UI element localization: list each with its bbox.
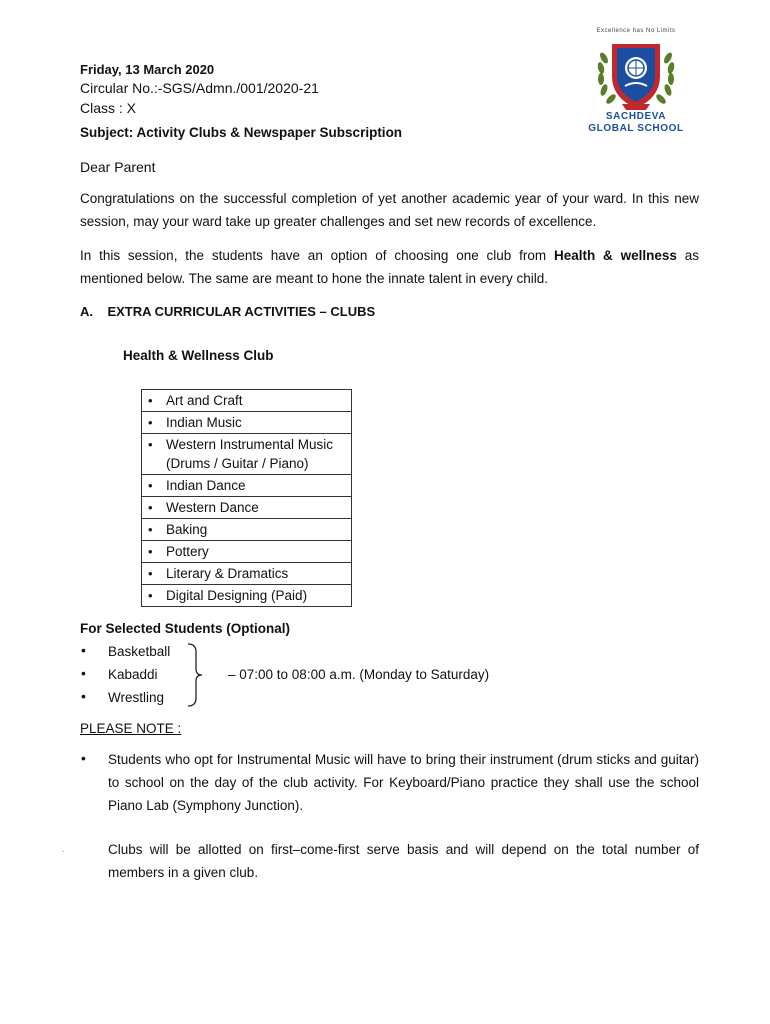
greeting: Dear Parent: [80, 159, 156, 175]
selected-students-heading: For Selected Students (Optional): [80, 621, 291, 636]
logo-name-line2: GLOBAL SCHOOL: [588, 123, 684, 134]
table-row: [142, 563, 352, 585]
sport-wrestling: Wrestling: [108, 690, 165, 705]
faint-mark: .: [62, 845, 65, 854]
sport-basketball: Basketball: [108, 644, 171, 659]
logo-tagline: Excellence has No Limits: [596, 28, 676, 34]
table-row: [142, 585, 352, 607]
please-note-heading: PLEASE NOTE :: [80, 721, 182, 736]
note-club-allotment: Clubs will be allotted on first–come-first serve basis and will depend on the total number of members in a given club.: [108, 842, 699, 880]
club-item: • Digital Designing (Paid): [142, 585, 352, 607]
para2-bold-health: Health & wellness: [553, 248, 677, 263]
club-item: • Western Instrumental Music (Drums / Guitar / Piano): [142, 434, 352, 475]
table-row: [142, 412, 352, 434]
table-row: [142, 519, 352, 541]
club-item: • Pottery: [142, 541, 352, 563]
table-row: [142, 390, 352, 412]
para2-text-start: In this session, the students have an option of choosing one club from: [80, 248, 554, 263]
bullet-icon: •: [81, 642, 86, 658]
club-title: Health & Wellness Club: [123, 348, 274, 363]
circular-number: Circular No.:-SGS/Admn./001/2020-21: [80, 80, 319, 96]
para2-text-end: as mentioned below. The same are meant to hone the innate talent in every child.: [80, 248, 699, 286]
bullet-icon: •: [81, 665, 86, 681]
club-table: [141, 389, 352, 607]
club-item: • Literary & Dramatics: [142, 563, 352, 585]
paragraph-congratulations: Congratulations on the successful completion of yet another academic year of your ward. In this new session, may your ward take up greater challenges and set new records of excellence.: [80, 191, 699, 229]
club-item: • Baking: [142, 519, 352, 541]
bullet-icon: •: [81, 750, 86, 766]
club-item: • Indian Dance: [142, 475, 352, 497]
bullet-icon: •: [81, 688, 86, 704]
note-instrumental-music: Students who opt for Instrumental Music will have to bring their instrument (drum sticks and guitar) to school on the day of the club activity. For Keyboard/Piano practice they shall use the school Piano Lab (Symphony Junction).: [108, 752, 699, 813]
club-item: • Indian Music: [142, 412, 352, 434]
paragraph-club-option: [80, 244, 699, 290]
right-brace-icon: [186, 642, 206, 708]
table-row: [142, 434, 352, 475]
circular-date: Friday, 13 March 2020: [80, 62, 215, 77]
logo-school-name: [574, 111, 698, 135]
class-label: Class : X: [80, 100, 137, 116]
club-item: • Art and Craft: [142, 390, 352, 412]
school-logo: [574, 28, 698, 136]
table-row: [142, 497, 352, 519]
club-item: • Western Dance: [142, 497, 352, 519]
sports-timing: – 07:00 to 08:00 a.m. (Monday to Saturday): [228, 667, 490, 682]
sport-kabaddi: Kabaddi: [108, 667, 158, 682]
section-a-heading: A. EXTRA CURRICULAR ACTIVITIES – CLUBS: [80, 304, 376, 319]
table-row: [142, 475, 352, 497]
table-row: [142, 541, 352, 563]
subject-line: Subject: Activity Clubs & Newspaper Subscription: [80, 125, 403, 140]
logo-name-line1: SACHDEVA: [605, 111, 667, 122]
school-crest-icon: [592, 38, 680, 112]
